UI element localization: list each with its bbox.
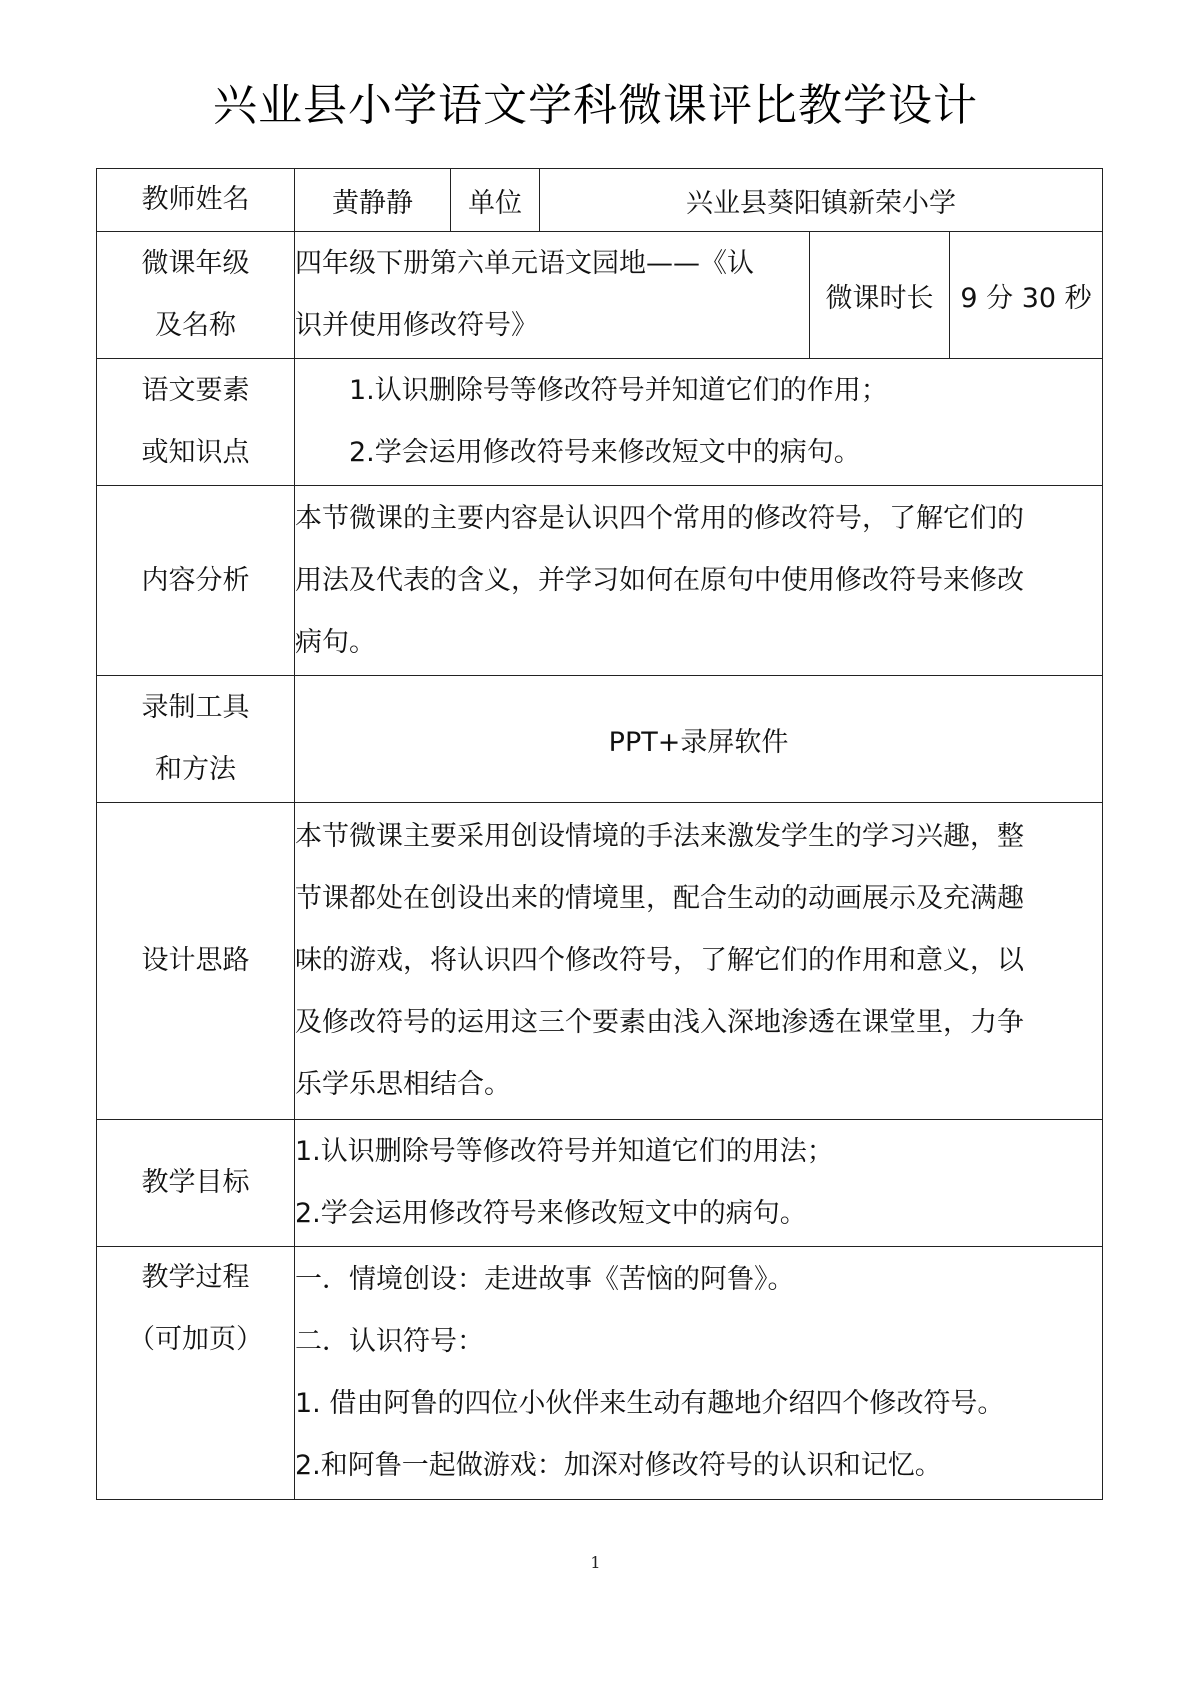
document-title: 兴业县小学语文学科微课评比教学设计 (213, 80, 978, 131)
elements-label: 语文要素 或知识点 (97, 359, 295, 486)
design-label: 设计思路 (97, 803, 295, 1120)
row-teacher (97, 169, 1103, 232)
row-course (97, 232, 1103, 359)
unit-label: 单位 (451, 169, 540, 232)
teacher-label: 教师姓名 (97, 169, 295, 232)
analysis-value: 本节微课的主要内容是认识四个常用的修改符号，了解它们的 用法及代表的含义，并学习如何在原句中使用修改符号来修改 病句。 (295, 486, 1103, 676)
goals-label: 教学目标 (97, 1120, 295, 1247)
row-process (97, 1247, 1103, 1500)
row-elements (97, 359, 1103, 486)
row-design (97, 803, 1103, 1120)
design-value: 本节微课主要采用创设情境的手法来激发学生的学习兴趣，整 节课都处在创设出来的情境里，配合生动的动画展示及充满趣 味的游戏，将认识四个修改符号，了解它们的作用和意义，以 及修改符号的运用这三个要素由浅入深地渗透在课堂里，力争 乐学乐思相结合。 (295, 803, 1103, 1120)
process-value: 一．情境创设：走进故事《苦恼的阿鲁》。 二．认识符号： 1. 借由阿鲁的四位小伙伴来生动有趣地介绍四个修改符号。 2.和阿鲁一起做游戏：加深对修改符号的认识和记忆。 (295, 1247, 1103, 1500)
page-number: 1 (590, 1553, 601, 1572)
row-goals (97, 1120, 1103, 1247)
tools-value: PPT+录屏软件 (295, 676, 1103, 803)
tools-label: 录制工具 和方法 (97, 676, 295, 803)
duration-label: 微课时长 (810, 232, 950, 359)
unit-value: 兴业县葵阳镇新荣小学 (540, 169, 1103, 232)
lesson-design-form (96, 168, 1103, 1500)
course-name: 四年级下册第六单元语文园地——《认 识并使用修改符号》 (295, 232, 810, 359)
course-label: 微课年级 及名称 (97, 232, 295, 359)
elements-value: 1.认识删除号等修改符号并知道它们的作用； 2.学会运用修改符号来修改短文中的病句。 (295, 359, 1103, 486)
goals-value: 1.认识删除号等修改符号并知道它们的用法； 2.学会运用修改符号来修改短文中的病句。 (295, 1120, 1103, 1247)
duration-value: 9 分 30 秒 (950, 232, 1103, 359)
row-analysis (97, 486, 1103, 676)
process-label: 教学过程 （可加页） (97, 1247, 295, 1500)
teacher-name: 黄静静 (295, 169, 451, 232)
analysis-label: 内容分析 (97, 486, 295, 676)
row-tools (97, 676, 1103, 803)
